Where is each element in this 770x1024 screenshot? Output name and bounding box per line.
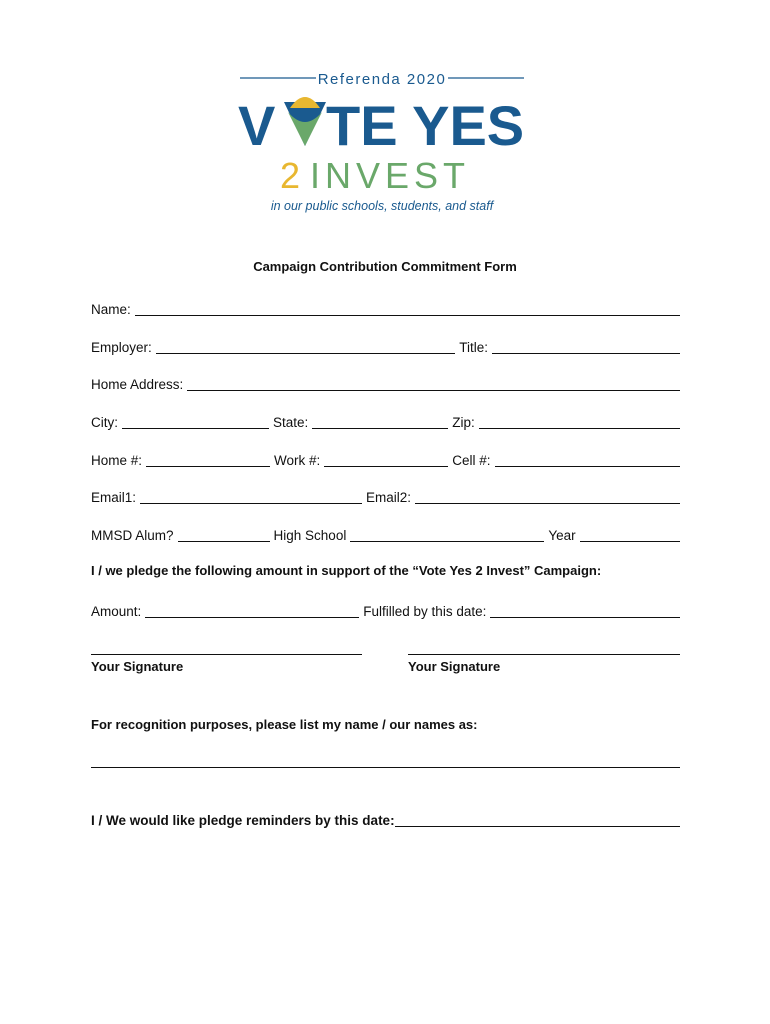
form-title: Campaign Contribution Commitment Form	[253, 259, 517, 274]
zip-label: Zip:	[452, 415, 475, 430]
logo-vote-rest: TE YES	[326, 94, 525, 157]
logo-invest: INVEST	[310, 155, 471, 196]
campaign-logo	[0, 0, 770, 230]
home-phone-field[interactable]	[146, 452, 270, 467]
amount-label: Amount:	[91, 604, 142, 619]
state-field[interactable]	[312, 414, 448, 429]
phone-row	[91, 449, 680, 469]
email-row	[91, 486, 680, 506]
signature-label-1: Your Signature	[91, 659, 184, 674]
home-address-label: Home Address:	[91, 377, 184, 392]
v-sunrise-icon	[284, 97, 326, 146]
name-label: Name:	[91, 302, 131, 317]
name-field[interactable]	[135, 301, 680, 316]
amount-row	[91, 600, 680, 620]
work-phone-label: Work #:	[274, 453, 321, 468]
amount-field[interactable]	[145, 603, 359, 618]
high-school-label: High School	[273, 528, 347, 543]
year-label: Year	[548, 528, 576, 543]
fulfilled-date-field[interactable]	[490, 603, 680, 618]
city-field[interactable]	[122, 414, 269, 429]
title-field[interactable]	[492, 339, 680, 354]
employer-label: Employer:	[91, 340, 152, 355]
email2-label: Email2:	[366, 490, 412, 505]
home-address-field[interactable]	[187, 376, 680, 391]
logo-subtitle: in our public schools, students, and staff	[270, 199, 494, 213]
fulfilled-label: Fulfilled by this date:	[363, 604, 487, 619]
reminder-row	[91, 809, 680, 829]
high-school-field[interactable]	[350, 527, 544, 542]
year-field[interactable]	[580, 527, 680, 542]
cell-phone-field[interactable]	[495, 452, 680, 467]
signature-line-2[interactable]	[408, 654, 680, 655]
pledge-statement: I / we pledge the following amount in support of the “Vote Yes 2 Invest” Campaign:	[91, 563, 602, 578]
logo-tagline-top: Referenda 2020	[317, 71, 447, 88]
recognition-label: For recognition purposes, please list my name / our names as:	[91, 717, 478, 732]
employer-field[interactable]	[156, 339, 455, 354]
state-label: State:	[273, 415, 309, 430]
alum-label: MMSD Alum?	[91, 528, 174, 543]
home-phone-label: Home #:	[91, 453, 143, 468]
logo-vote-v: V	[238, 94, 276, 157]
employer-row	[91, 336, 680, 356]
title-label: Title:	[459, 340, 488, 355]
alum-field[interactable]	[178, 527, 270, 542]
reminder-label: I / We would like pledge reminders by this date:	[91, 813, 395, 828]
email2-field[interactable]	[415, 489, 680, 504]
city-label: City:	[91, 415, 118, 430]
logo-two: 2	[280, 155, 301, 196]
signature-line-1[interactable]	[91, 654, 362, 655]
alumni-row	[91, 524, 680, 544]
city-state-zip-row	[91, 411, 680, 431]
cell-phone-label: Cell #:	[452, 453, 491, 468]
email1-label: Email1:	[91, 490, 137, 505]
home-address-row	[91, 373, 680, 393]
reminder-date-field[interactable]	[395, 812, 680, 827]
signature-label-2: Your Signature	[408, 659, 501, 674]
zip-field[interactable]	[479, 414, 680, 429]
name-row	[91, 298, 680, 318]
recognition-name-field[interactable]	[91, 767, 680, 768]
work-phone-field[interactable]	[324, 452, 448, 467]
email1-field[interactable]	[140, 489, 362, 504]
